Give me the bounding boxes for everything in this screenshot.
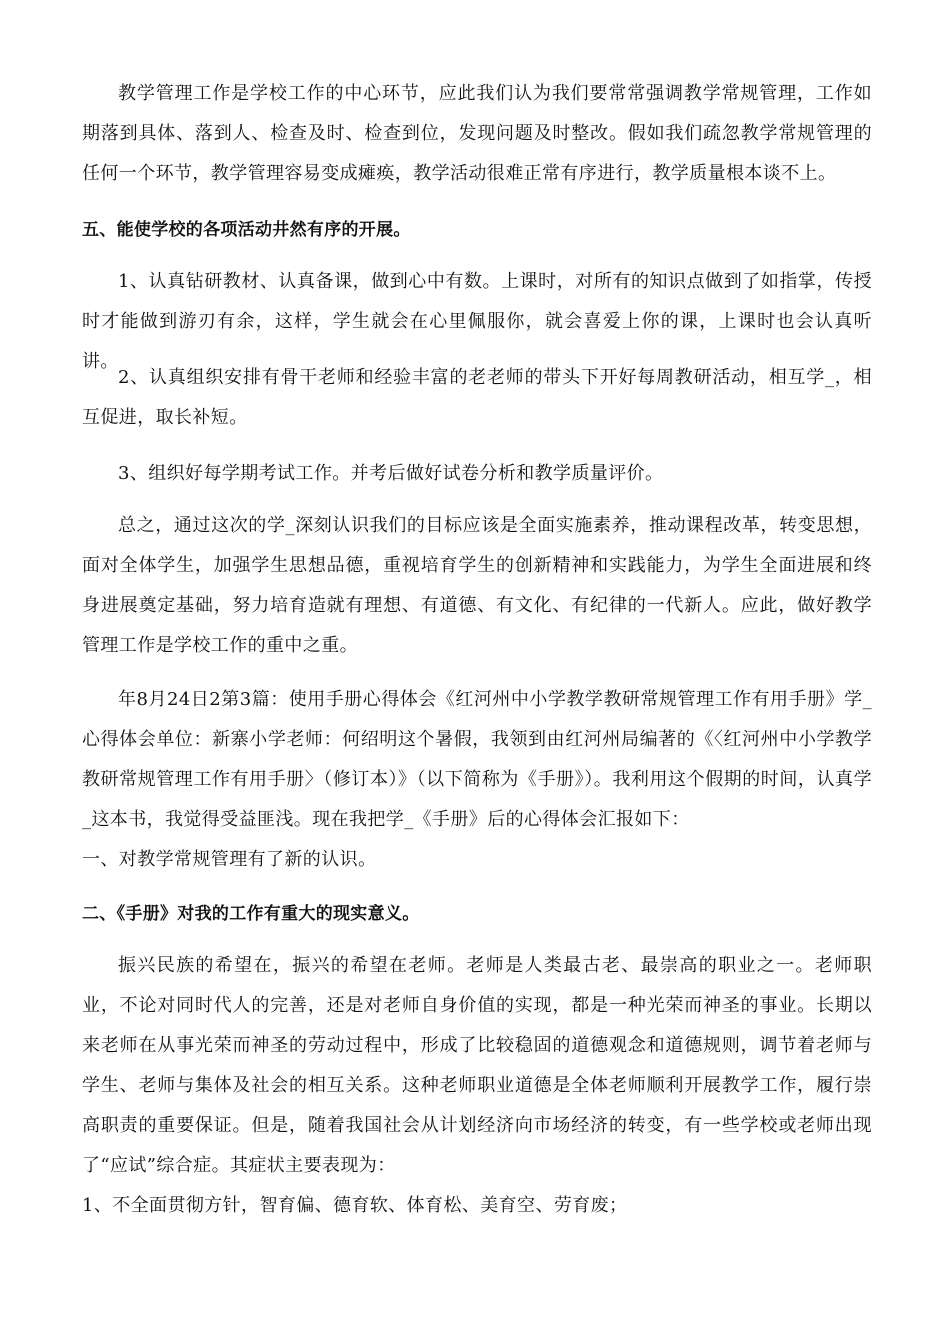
heading-section-five: 五、能使学校的各项活动井然有序的开展。 (82, 220, 411, 240)
paragraph-teaching-management: 教学管理工作是学校工作的中心环节，应此我们认为我们要常常强调教学常规管理，工作如期落到具体、落到人、检查及时、检查到位，发现问题及时整改。假如我们疏忽教学常规管理的任何一个环节，教学管理容易变成瘫痪，教学活动很难正常有序进行，教学质量根本谈不上。 (82, 83, 872, 184)
paragraph-item-1: 1、认真钻研教材、认真备课，做到心中有数。上课时，对所有的知识点做到了如指掌，传授时才能做到游刃有余，这样，学生就会在心里佩服你，就会喜爱上你的课，上课时也会认真听讲。 (82, 271, 872, 372)
paragraph-item-2: 2、认真组织安排有骨干老师和经验丰富的老老师的带头下开好每周教研活动，相互学_，相互促进，取长补短。 (82, 367, 872, 428)
paragraph-teacher-ethics: 振兴民族的希望在，振兴的希望在老师。老师是人类最古老、最崇高的职业之一。老师职业，不论对同时代人的完善，还是对老师自身价值的实现，都是一种光荣而神圣的事业。长期以来老师在从事光荣而神圣的劳动过程中，形成了比较稳固的道德观念和道德规则，调节着老师与学生、老师与集体及社会的相互关系。这种老师职业道德是全体老师顺利开展教学工作，履行崇高职责的重要保证。但是，随着我国社会从计划经济向市场经济的转变，有一些学校或老师出现了“应试”综合症。其症状主要表现为： (82, 955, 872, 1176)
paragraph-summary: 总之，通过这次的学_深刻认识我们的目标应该是全面实施素养，推动课程改革，转变思想，面对全体学生，加强学生思想品德，重视培育学生的创新精神和实践能力，为学生全面进展和终身进展奠定基础，努力培育造就有理想、有道德、有文化、有纪律的一代新人。应此，做好教学管理工作是学校工作的重中之重。 (82, 515, 872, 656)
paragraph-item-3: 3、组织好每学期考试工作。并考后做好试卷分析和教学质量评价。 (118, 463, 664, 484)
paragraph-symptom-1: 1、不全面贯彻方针，智育偏、德育软、体育松、美育空、劳育废； (82, 1195, 628, 1216)
paragraph-article-3-intro: 年8月24日2第3篇：使用手册心得体会《红河州中小学教学教研常规管理工作有用手册》学_心得体会单位：新寨小学老师：何绍明这个暑假，我领到由红河州局编著的《〈红河州中小学教学教研常规管理工作有用手册〉（修订本）》（以下简称为《手册》）。我利用这个假期的时间，认真学_这本书，我觉得受益匪浅。现在我把学_《手册》后的心得体会汇报如下： (82, 689, 872, 830)
heading-point-two: 二、《手册》对我的工作有重大的现实意义。 (82, 904, 420, 924)
paragraph-point-one: 一、对教学常规管理有了新的认识。 (82, 849, 377, 870)
